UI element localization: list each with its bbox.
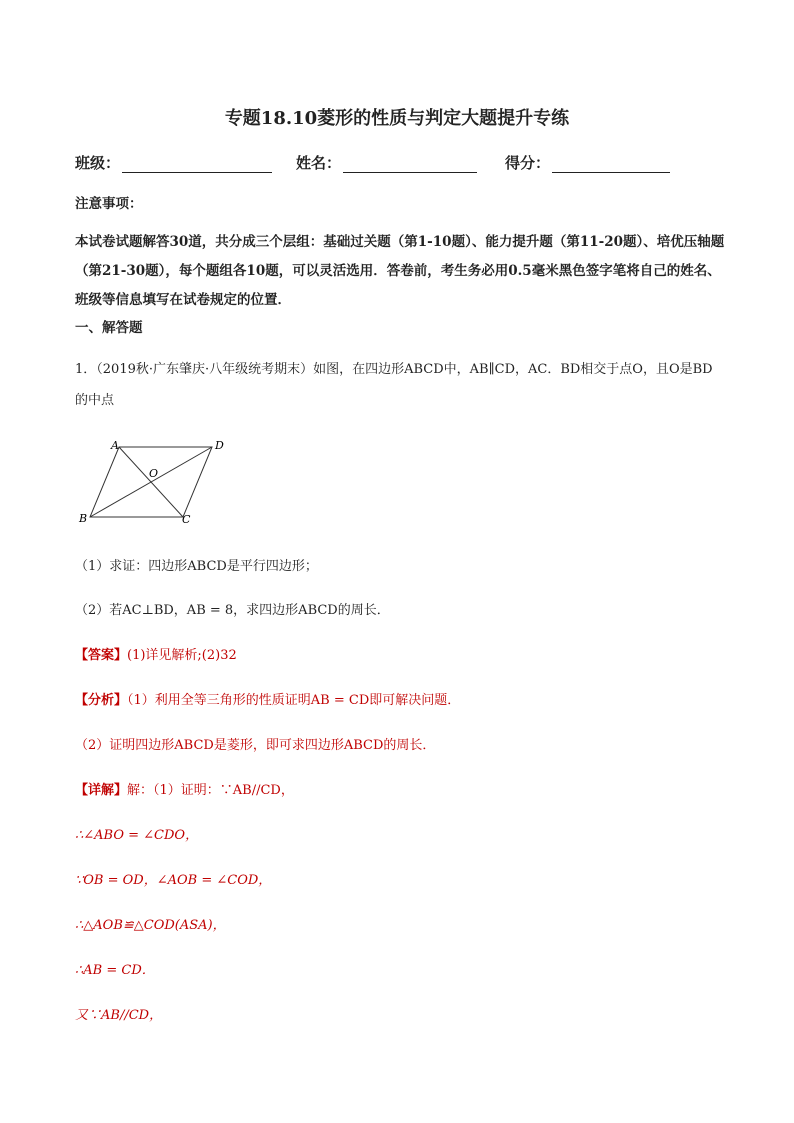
- analysis-tag: 【分析】: [75, 693, 128, 708]
- name-field: [296, 152, 477, 173]
- answer-text: (1)详见解析;(2)32: [127, 648, 237, 663]
- score-field: [505, 152, 670, 173]
- detail-step: 又∵AB//CD，: [75, 1008, 163, 1023]
- detail-intro: 解：（1）证明：∵AB//CD，: [127, 783, 294, 798]
- detail-line: [75, 779, 294, 798]
- question-1-text: 1．（2019秋·广东肇庆·八年级统考期末）如图，在四边形ABCD中，AB∥CD，AC．BD相交于点O，且O是BD的中点: [75, 362, 713, 408]
- intro-paragraph: 本试卷试题解答30道，共分成三个层组：基础过关题（第1-10题）、能力提升题（第11-20题）、培优压轴题（第21-30题），每个题组各10题，可以灵活选用．答卷前，考生务必用0.5毫米黑色签字笔将自己的姓名、班级等信息填写在试卷规定的位置．: [75, 234, 725, 308]
- detail-step: ∴∠ABO = ∠CDO，: [75, 828, 199, 843]
- answer-tag: 【答案】: [75, 648, 128, 663]
- detail-step: ∴△AOB≌△COD(ASA)，: [75, 918, 226, 933]
- detail-step: ∵OB = OD，∠AOB = ∠COD，: [75, 873, 272, 888]
- label-a: A: [111, 439, 119, 452]
- label-c: C: [182, 513, 191, 526]
- class-blank: [122, 156, 272, 173]
- class-field: [75, 152, 272, 173]
- name-label: 姓名：: [296, 154, 342, 172]
- class-label: 班级：: [75, 154, 121, 172]
- notes-title: 注意事项：: [75, 196, 143, 212]
- detail-step: ∴AB = CD．: [75, 963, 155, 978]
- question-1-part-1: （1）求证：四边形ABCD是平行四边形；: [75, 559, 318, 574]
- section-heading: 一、解答题: [75, 320, 143, 336]
- answer-line: [75, 644, 237, 663]
- analysis-line-2: （2）证明四边形ABCD是菱形，即可求四边形ABCD的周长．: [75, 738, 436, 753]
- diagonal-bd: [90, 447, 212, 517]
- parallelogram-figure: [75, 435, 235, 530]
- name-blank: [343, 156, 477, 173]
- analysis-text-1: （1）利用全等三角形的性质证明AB = CD即可解决问题．: [127, 693, 461, 708]
- label-o: O: [149, 467, 159, 480]
- score-label: 得分：: [505, 154, 551, 172]
- score-blank: [552, 156, 670, 173]
- analysis-line-1: [75, 689, 460, 708]
- detail-tag: 【详解】: [75, 783, 128, 798]
- page-title: 专题18.10菱形的性质与判定大题提升专练: [224, 108, 570, 129]
- label-b: B: [79, 512, 88, 525]
- label-d: D: [215, 439, 224, 452]
- question-1-part-2: （2）若AC⊥BD，AB = 8，求四边形ABCD的周长．: [75, 603, 390, 618]
